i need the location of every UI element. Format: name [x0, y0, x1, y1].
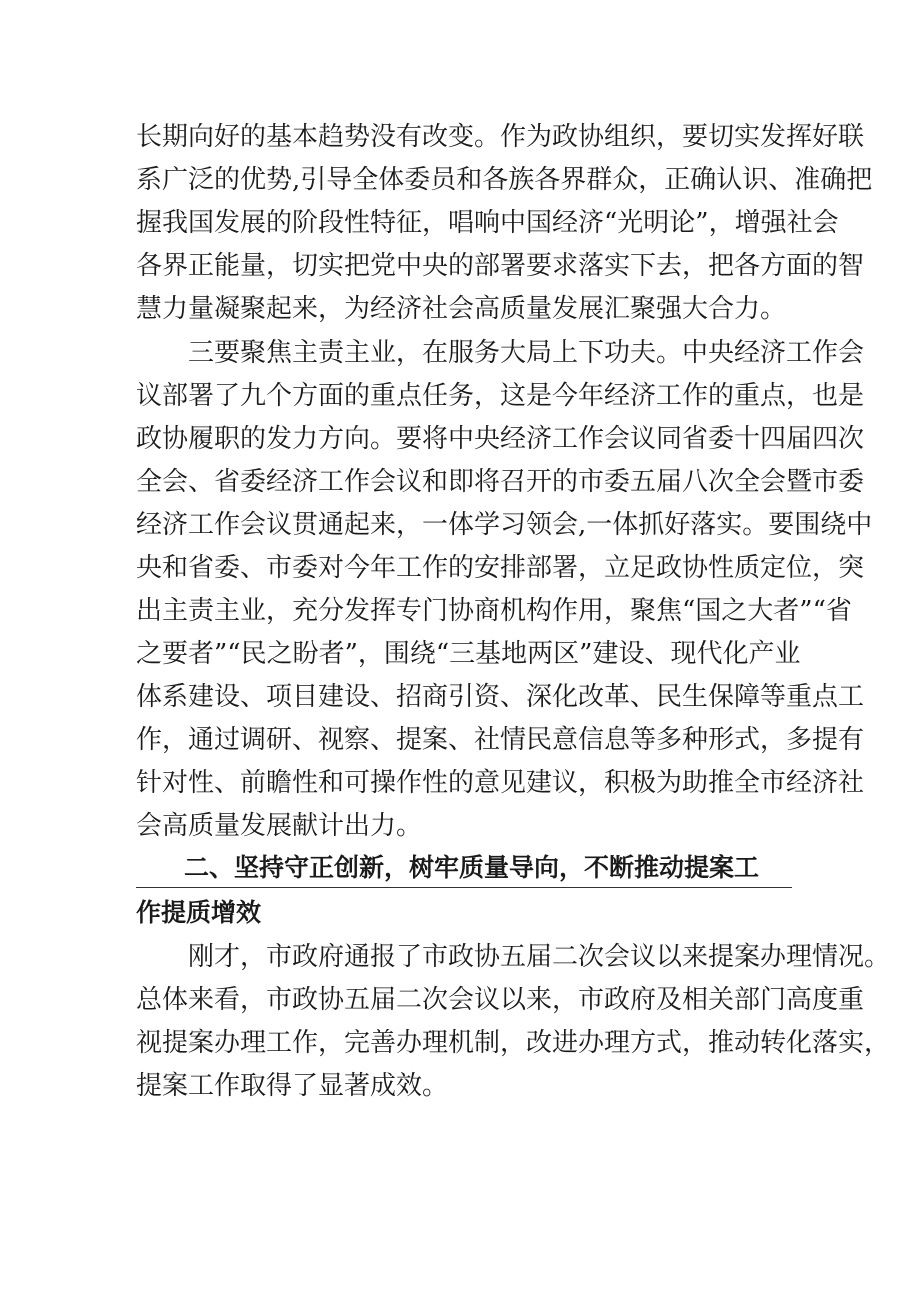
text-line: 体系建设、项目建设、招商引资、深化改革、民生保障等重点工	[136, 682, 865, 712]
text-line: 针对性、前瞻性和可操作性的意见建议，积极为助推全市经济社	[136, 768, 865, 798]
text-line: 会高质量发展献计出力。	[136, 811, 423, 841]
text-line: 刚才，市政府通报了市政协五届二次会议以来提案办理情况。	[188, 942, 891, 972]
text-line: 握我国发展的阶段性特征，唱响中国经济“光明论”，增强社会	[136, 208, 839, 238]
text-line: 全会、省委经济工作会议和即将召开的市委五届八次全会暨市委	[136, 467, 865, 497]
text-line: 政协履职的发力方向。要将中央经济工作会议同省委十四届四次	[136, 424, 865, 454]
text-line: 长期向好的基本趋势没有改变。作为政协组织，要切实发挥好联	[136, 122, 865, 152]
text-line: 提案工作取得了显著成效。	[136, 1071, 449, 1101]
text-line: 视提案办理工作，完善办理机制，改进办理方式，推动转化落实，	[136, 1028, 891, 1058]
text-line: 三要聚焦主责主业，在服务大局上下功夫。中央经济工作会	[188, 338, 865, 368]
text-line: 议部署了九个方面的重点任务，这是今年经济工作的重点，也是	[136, 381, 865, 411]
text-line: 之要者”“民之盼者”，围绕“三基地两区”建设、现代化产业	[136, 639, 801, 669]
text-line: 作，通过调研、视察、提案、社情民意信息等多种形式，多提有	[136, 725, 865, 755]
heading-underline	[136, 887, 792, 888]
text-line: 总体来看，市政协五届二次会议以来，市政府及相关部门高度重	[136, 985, 865, 1015]
heading-line: 二、坚持守正创新，树牢质量导向，不断推动提案工	[184, 853, 760, 882]
heading-line: 作提质增效	[136, 898, 262, 927]
text-line: 出主责主业，充分发挥专门协商机构作用，聚焦“国之大者”“省	[136, 596, 852, 626]
text-line: 系广泛的优势,引导全体委员和各族各界群众，正确认识、准确把	[136, 165, 873, 195]
text-line: 各界正能量，切实把党中央的部署要求落实下去，把各方面的智	[136, 251, 865, 281]
text-line: 慧力量凝聚起来，为经济社会高质量发展汇聚强大合力。	[136, 294, 787, 324]
text-line: 央和省委、市委对今年工作的安排部署，立足政协性质定位，突	[136, 553, 865, 583]
text-line: 经济工作会议贯通起来，一体学习领会,一体抓好落实。要围绕中	[136, 510, 873, 540]
